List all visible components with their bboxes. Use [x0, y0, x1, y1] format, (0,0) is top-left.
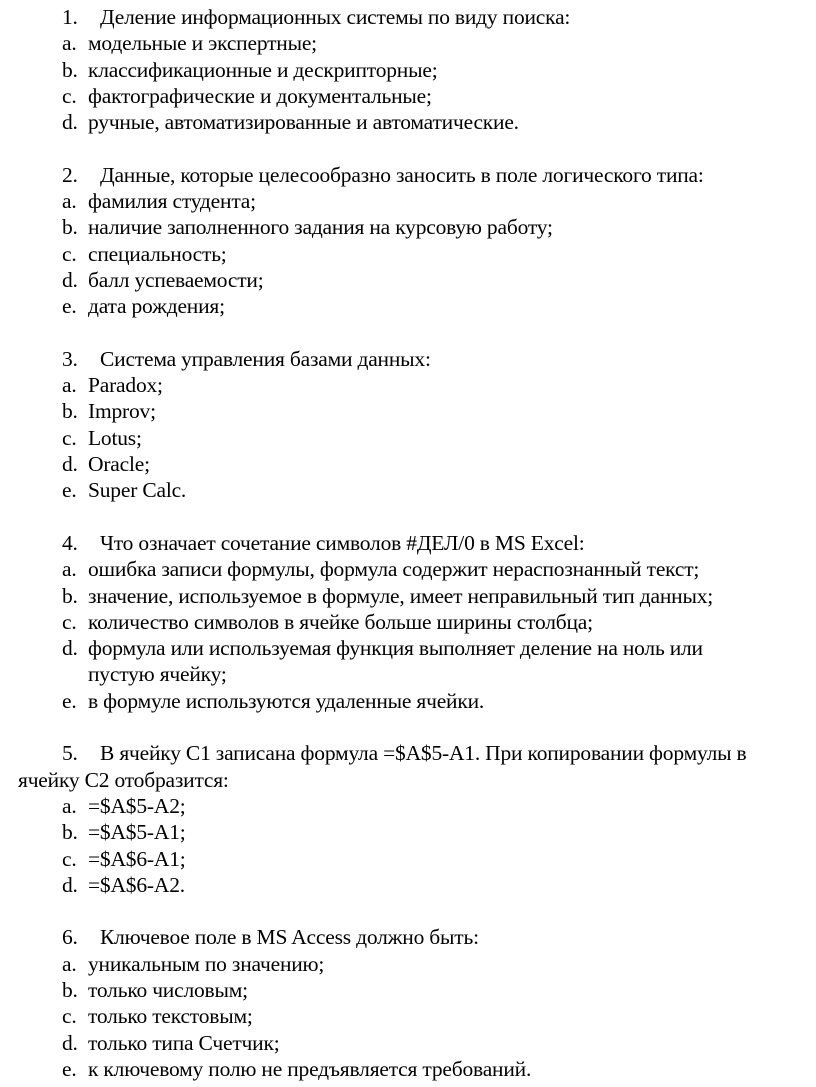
option-letter: a. [62, 31, 77, 56]
question-3 [0, 346, 816, 372]
option-letter: c. [62, 1004, 77, 1029]
option-letter: d. [62, 872, 78, 897]
option-text: фактографические и документальные; [88, 83, 432, 108]
option-text: =$A$6-A2. [88, 872, 185, 897]
question-text: Данные, которые целесообразно заносить в поле логического типа: [100, 162, 704, 187]
option-text: только текстовым; [88, 1004, 253, 1029]
answer-option [0, 425, 816, 451]
option-letter: d. [62, 452, 78, 477]
option-text: балл успеваемости; [88, 267, 264, 292]
spacer [0, 504, 816, 530]
option-text: уникальным по значению; [88, 951, 325, 976]
option-text: специальность; [88, 241, 227, 266]
option-letter: b. [62, 57, 78, 82]
answer-option [0, 57, 816, 83]
spacer [0, 135, 816, 161]
option-text: =$A$5-A2; [88, 793, 186, 818]
question-number: 6. [62, 925, 78, 950]
option-text: Improv; [88, 399, 156, 424]
option-text: наличие заполненного задания на курсовую работу; [88, 215, 553, 240]
answer-option [0, 267, 816, 293]
option-text: количество символов в ячейке больше ширины столбца; [88, 609, 593, 634]
answer-option [0, 1056, 816, 1082]
option-letter: a. [62, 373, 77, 398]
answer-option [0, 372, 816, 398]
option-letter: a. [62, 189, 77, 214]
answer-option [0, 819, 816, 845]
option-letter: c. [62, 425, 77, 450]
question-4 [0, 530, 816, 556]
answer-option [0, 872, 816, 898]
option-text: Paradox; [88, 373, 163, 398]
option-letter: d. [62, 636, 78, 661]
answer-option [0, 30, 816, 56]
question-1 [0, 4, 816, 30]
answer-option [0, 188, 816, 214]
question-6 [0, 924, 816, 950]
option-letter: b. [62, 977, 78, 1002]
option-letter: b. [62, 820, 78, 845]
option-letter: b. [62, 583, 78, 608]
option-text: формула или используемая функция выполняет деление на ноль или пустую ячейку; [88, 636, 703, 687]
answer-option [0, 951, 816, 977]
question-text: Система управления базами данных: [100, 346, 431, 371]
answer-option [0, 398, 816, 424]
answer-option [0, 214, 816, 240]
option-letter: e. [62, 688, 77, 713]
answer-option [0, 477, 816, 503]
option-letter: b. [62, 215, 78, 240]
option-text: только числовым; [88, 977, 248, 1002]
answer-option [0, 83, 816, 109]
answer-option [0, 241, 816, 267]
option-text: =$A$6-A1; [88, 846, 186, 871]
answer-option [0, 1003, 816, 1029]
question-2 [0, 162, 816, 188]
option-text: к ключевому полю не предъявляется требований. [88, 1056, 532, 1081]
question-5 [0, 740, 798, 793]
option-text: фамилия студента; [88, 189, 256, 214]
answer-option [0, 109, 816, 135]
option-letter: b. [62, 399, 78, 424]
answer-option [0, 1030, 816, 1056]
option-text: классификационные и дескрипторные; [88, 57, 438, 82]
question-number: 4. [62, 530, 78, 555]
option-letter: c. [62, 83, 77, 108]
spacer [0, 320, 816, 346]
option-text: дата рождения; [88, 294, 225, 319]
option-letter: a. [62, 951, 77, 976]
question-number: 1. [62, 5, 78, 29]
spacer [0, 714, 816, 740]
answer-option [0, 451, 816, 477]
option-letter: d. [62, 110, 78, 135]
option-letter: e. [62, 478, 77, 503]
question-number: 2. [62, 162, 78, 187]
option-text: только типа Счетчик; [88, 1030, 280, 1055]
answer-option [0, 793, 816, 819]
answer-option [0, 609, 816, 635]
option-text: Lotus; [88, 425, 142, 450]
question-number: 5. [62, 741, 78, 766]
option-letter: e. [62, 1056, 77, 1081]
answer-option [0, 293, 816, 319]
question-text: Деление информационных системы по виду поиска: [100, 5, 571, 29]
option-letter: d. [62, 267, 78, 292]
option-text: модельные и экспертные; [88, 31, 317, 56]
option-text: в формуле используются удаленные ячейки. [88, 688, 485, 713]
answer-option [0, 635, 768, 688]
spacer [0, 898, 816, 924]
option-letter: a. [62, 557, 77, 582]
option-text: значение, используемое в формуле, имеет неправильный тип данных; [88, 583, 714, 608]
option-letter: e. [62, 294, 77, 319]
question-text: В ячейку С1 записана формула =$A$5-A1. При копировании формулы в ячейку С2 отобразится: [18, 741, 747, 792]
option-letter: c. [62, 241, 77, 266]
option-letter: c. [62, 846, 77, 871]
answer-option [0, 583, 816, 609]
option-text: ошибка записи формулы, формула содержит нераспознанный текст; [88, 557, 700, 582]
answer-option [0, 556, 816, 582]
option-text: Oracle; [88, 452, 150, 477]
option-letter: d. [62, 1030, 78, 1055]
question-number: 3. [62, 346, 78, 371]
answer-option [0, 977, 816, 1003]
question-text: Ключевое поле в MS Access должно быть: [100, 925, 479, 950]
question-text: Что означает сочетание символов #ДЕЛ/0 в MS Excel: [100, 530, 585, 555]
answer-option [0, 688, 816, 714]
option-text: Super Calc. [88, 478, 187, 503]
answer-option [0, 846, 816, 872]
option-letter: c. [62, 609, 77, 634]
option-text: ручные, автоматизированные и автоматические. [88, 110, 519, 135]
option-letter: a. [62, 793, 77, 818]
option-text: =$A$5-A1; [88, 820, 186, 845]
